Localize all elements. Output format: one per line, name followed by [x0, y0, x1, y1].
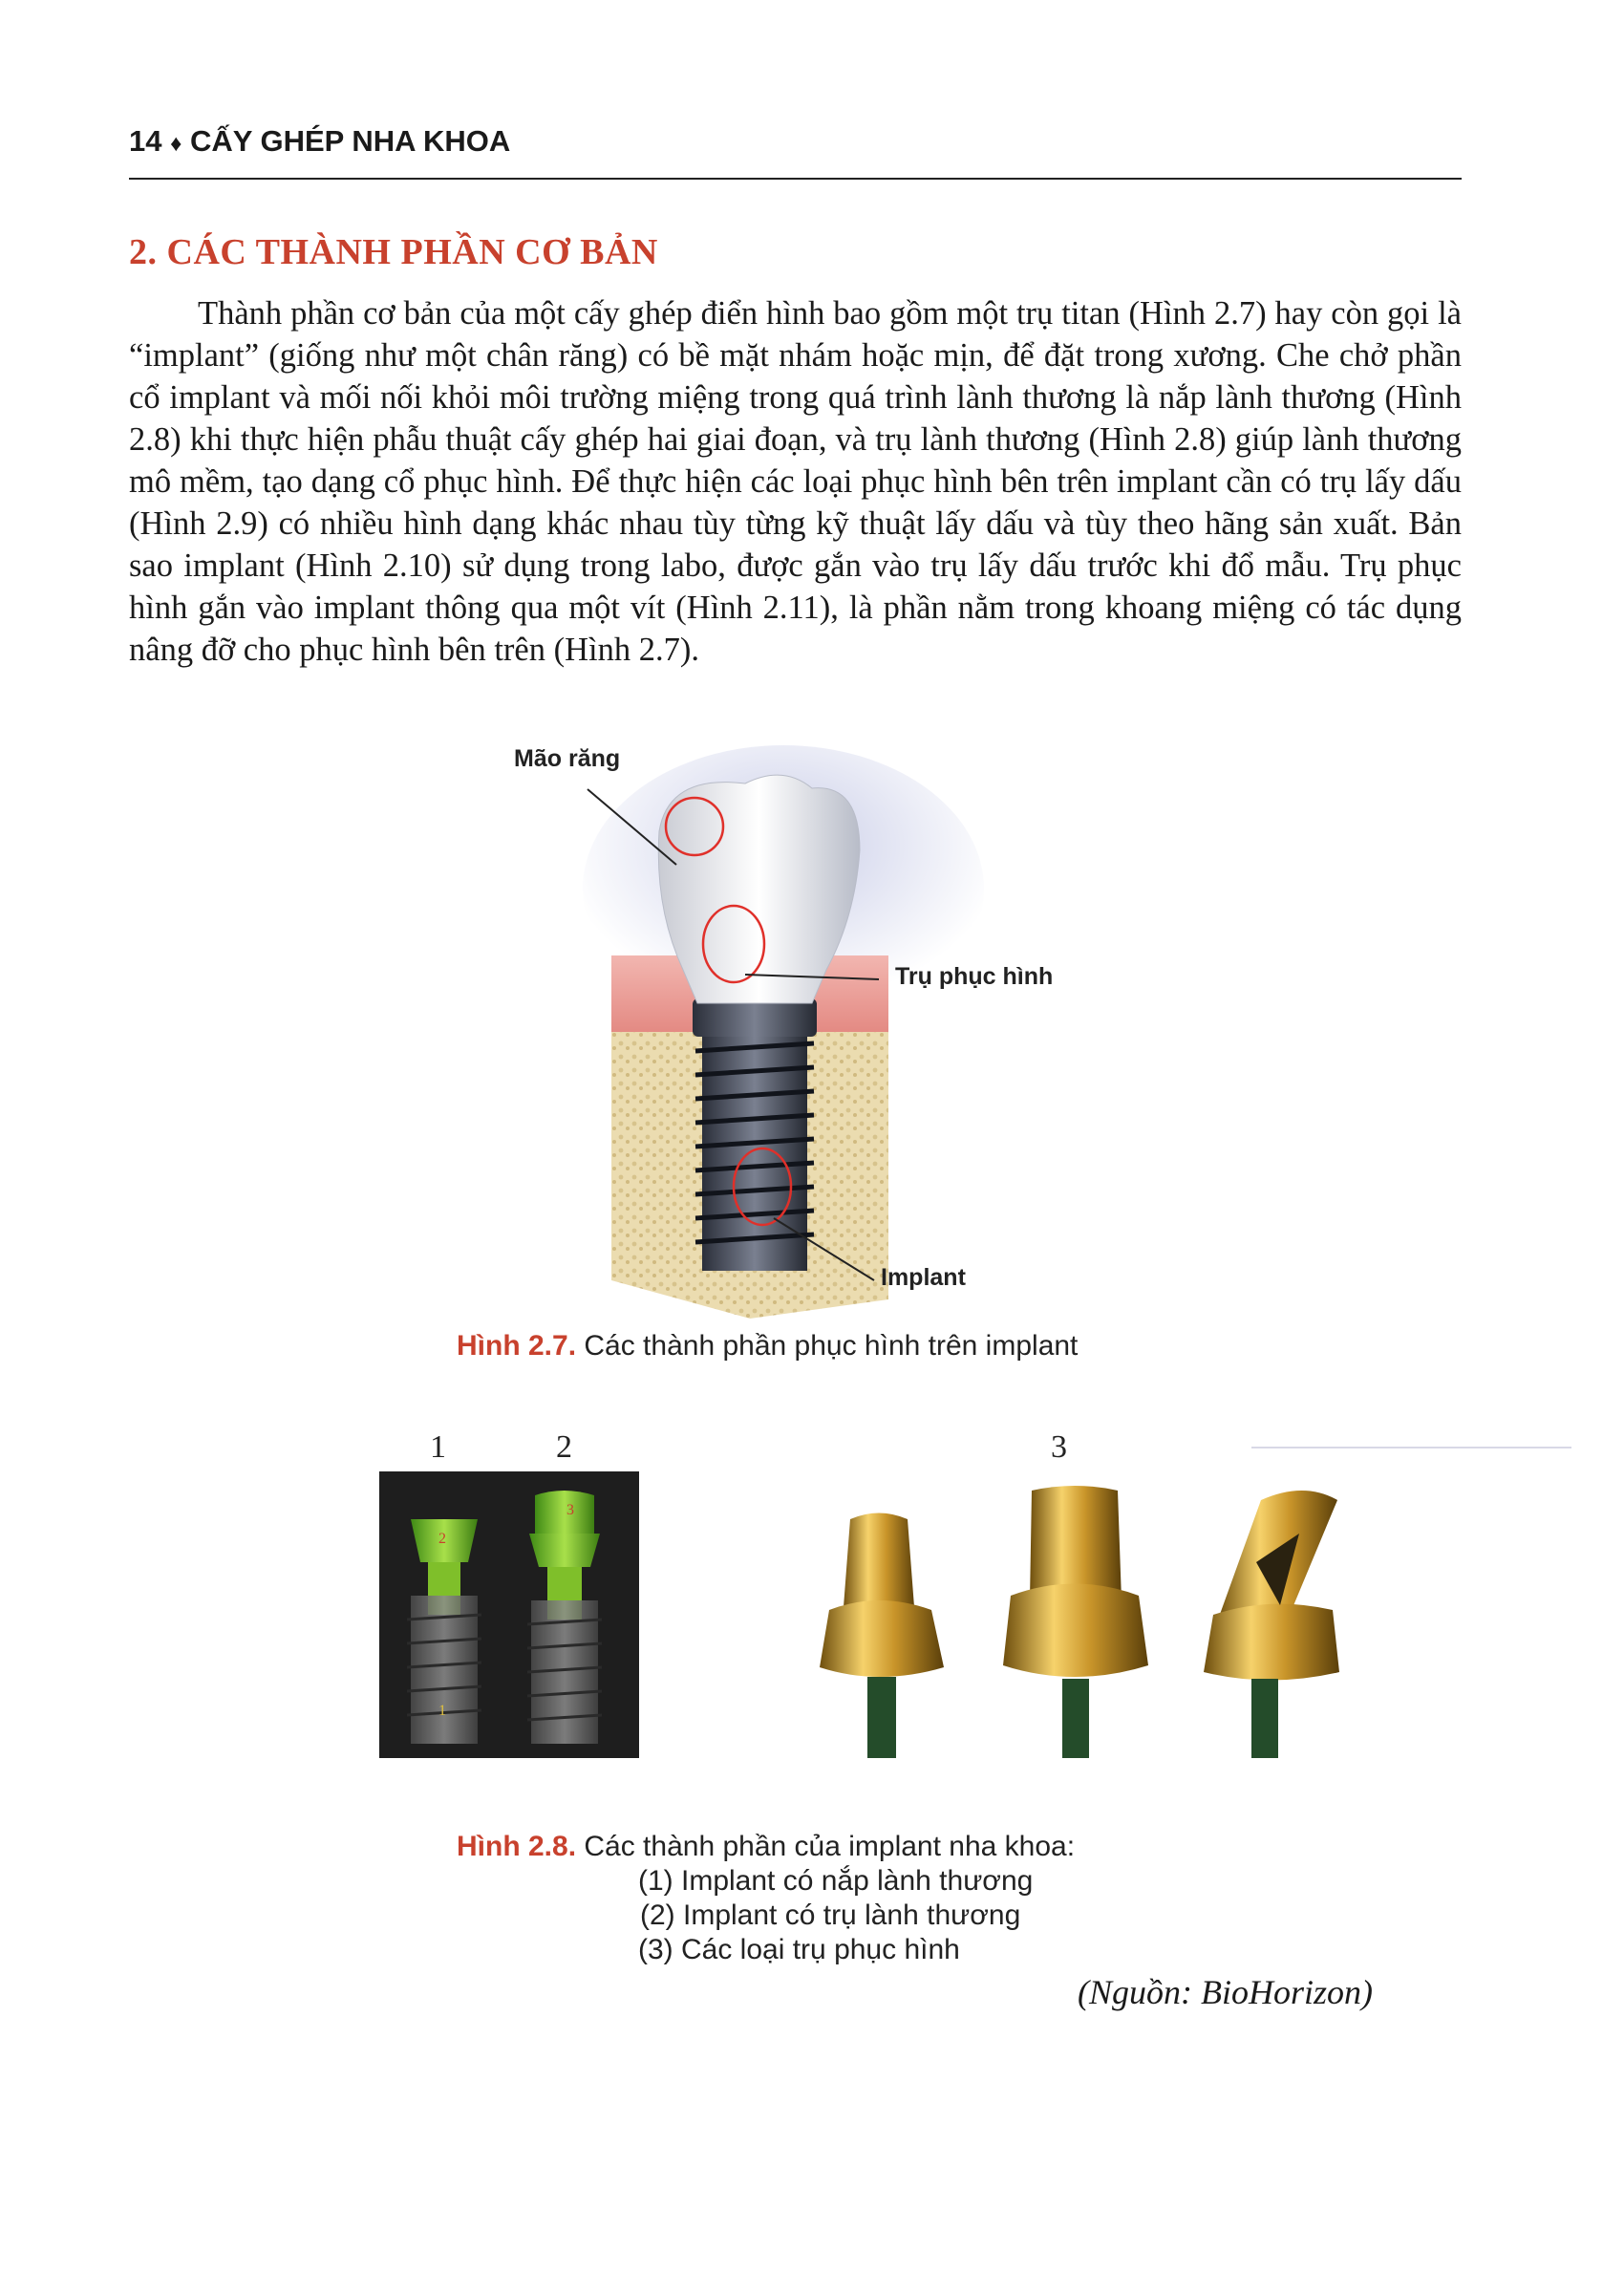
caption-label: Hình 2.7.: [457, 1330, 577, 1362]
abutment-tapered: [1003, 1486, 1148, 1758]
panel-number-2: 2: [556, 1429, 572, 1465]
panel-number-3: 3: [1051, 1429, 1067, 1465]
page-number: 14: [129, 124, 162, 158]
label-implant: Implant: [881, 1264, 966, 1291]
caption-item-1: (1) Implant có nắp lành thương: [638, 1865, 1034, 1897]
header-divider: [129, 178, 1462, 180]
figure-2-8-caption: [457, 1830, 1075, 1967]
caption-text: Các thành phần của implant nha khoa:: [584, 1831, 1076, 1862]
running-header: [129, 124, 1466, 159]
panel-number-1: 1: [430, 1429, 446, 1465]
abutment-collar: [693, 998, 817, 1037]
diamond-icon: ♦: [170, 131, 182, 157]
mark-1: 1: [438, 1703, 446, 1719]
abutment-straight: [820, 1513, 944, 1759]
label-abutment: Trụ phục hình: [895, 963, 1054, 990]
body-paragraph: Thành phần cơ bản của một cấy ghép điển hình bao gồm một trụ titan (Hình 2.7) hay còn gọi là “implant” (giống như một chân răng) có bề mặt nhám hoặc mịn, để đặt trong xương. Che chở phần cổ implant và mối nối khỏi môi trường miệng trong quá trình lành thương là nắp lành thương (Hình 2.8) khi thực hiện phẫu thuật cấy ghép hai giai đoạn, và trụ lành thương (Hình 2.8) giúp lành thương mô mềm, tạo dạng cổ phục hình. Để thực hiện các loại phục hình bên trên implant cần có trụ lấy dấu (Hình 2.9) có nhiều hình dạng khác nhau tùy từng kỹ thuật lấy dấu và tùy theo hãng sản xuất. Bản sao implant (Hình 2.10) sử dụng trong labo, được gắn vào trụ lấy dấu trước khi đổ mẫu. Trụ phục hình gắn vào implant thông qua một vít (Hình 2.11), là phần nằm trong khoang miệng có tác dụng nâng đỡ cho phục hình bên trên (Hình 2.7).: [129, 295, 1462, 668]
figure-2-7-caption: [457, 1330, 1078, 1363]
book-title: CẤY GHÉP NHA KHOA: [189, 124, 511, 158]
figure-source: (Nguồn: BioHorizon): [1078, 1973, 1373, 2011]
figure-implant-components: [373, 1428, 1595, 1772]
section-title: 2. CÁC THÀNH PHẦN CƠ BẢN: [129, 232, 658, 272]
caption-item-3: (3) Các loại trụ phục hình: [638, 1934, 960, 1965]
caption-text: Các thành phần phục hình trên implant: [584, 1330, 1079, 1362]
implant-healing-abutment: [527, 1491, 602, 1744]
mark-3: 3: [566, 1502, 574, 1518]
abutment-angled: [1204, 1491, 1339, 1758]
caption-item-2: (2) Implant có trụ lành thương: [640, 1899, 1021, 1931]
mark-2: 2: [438, 1531, 446, 1547]
label-crown: Mão răng: [514, 745, 621, 772]
caption-label: Hình 2.8.: [457, 1831, 577, 1862]
figure-implant-diagram: [497, 745, 1127, 1319]
